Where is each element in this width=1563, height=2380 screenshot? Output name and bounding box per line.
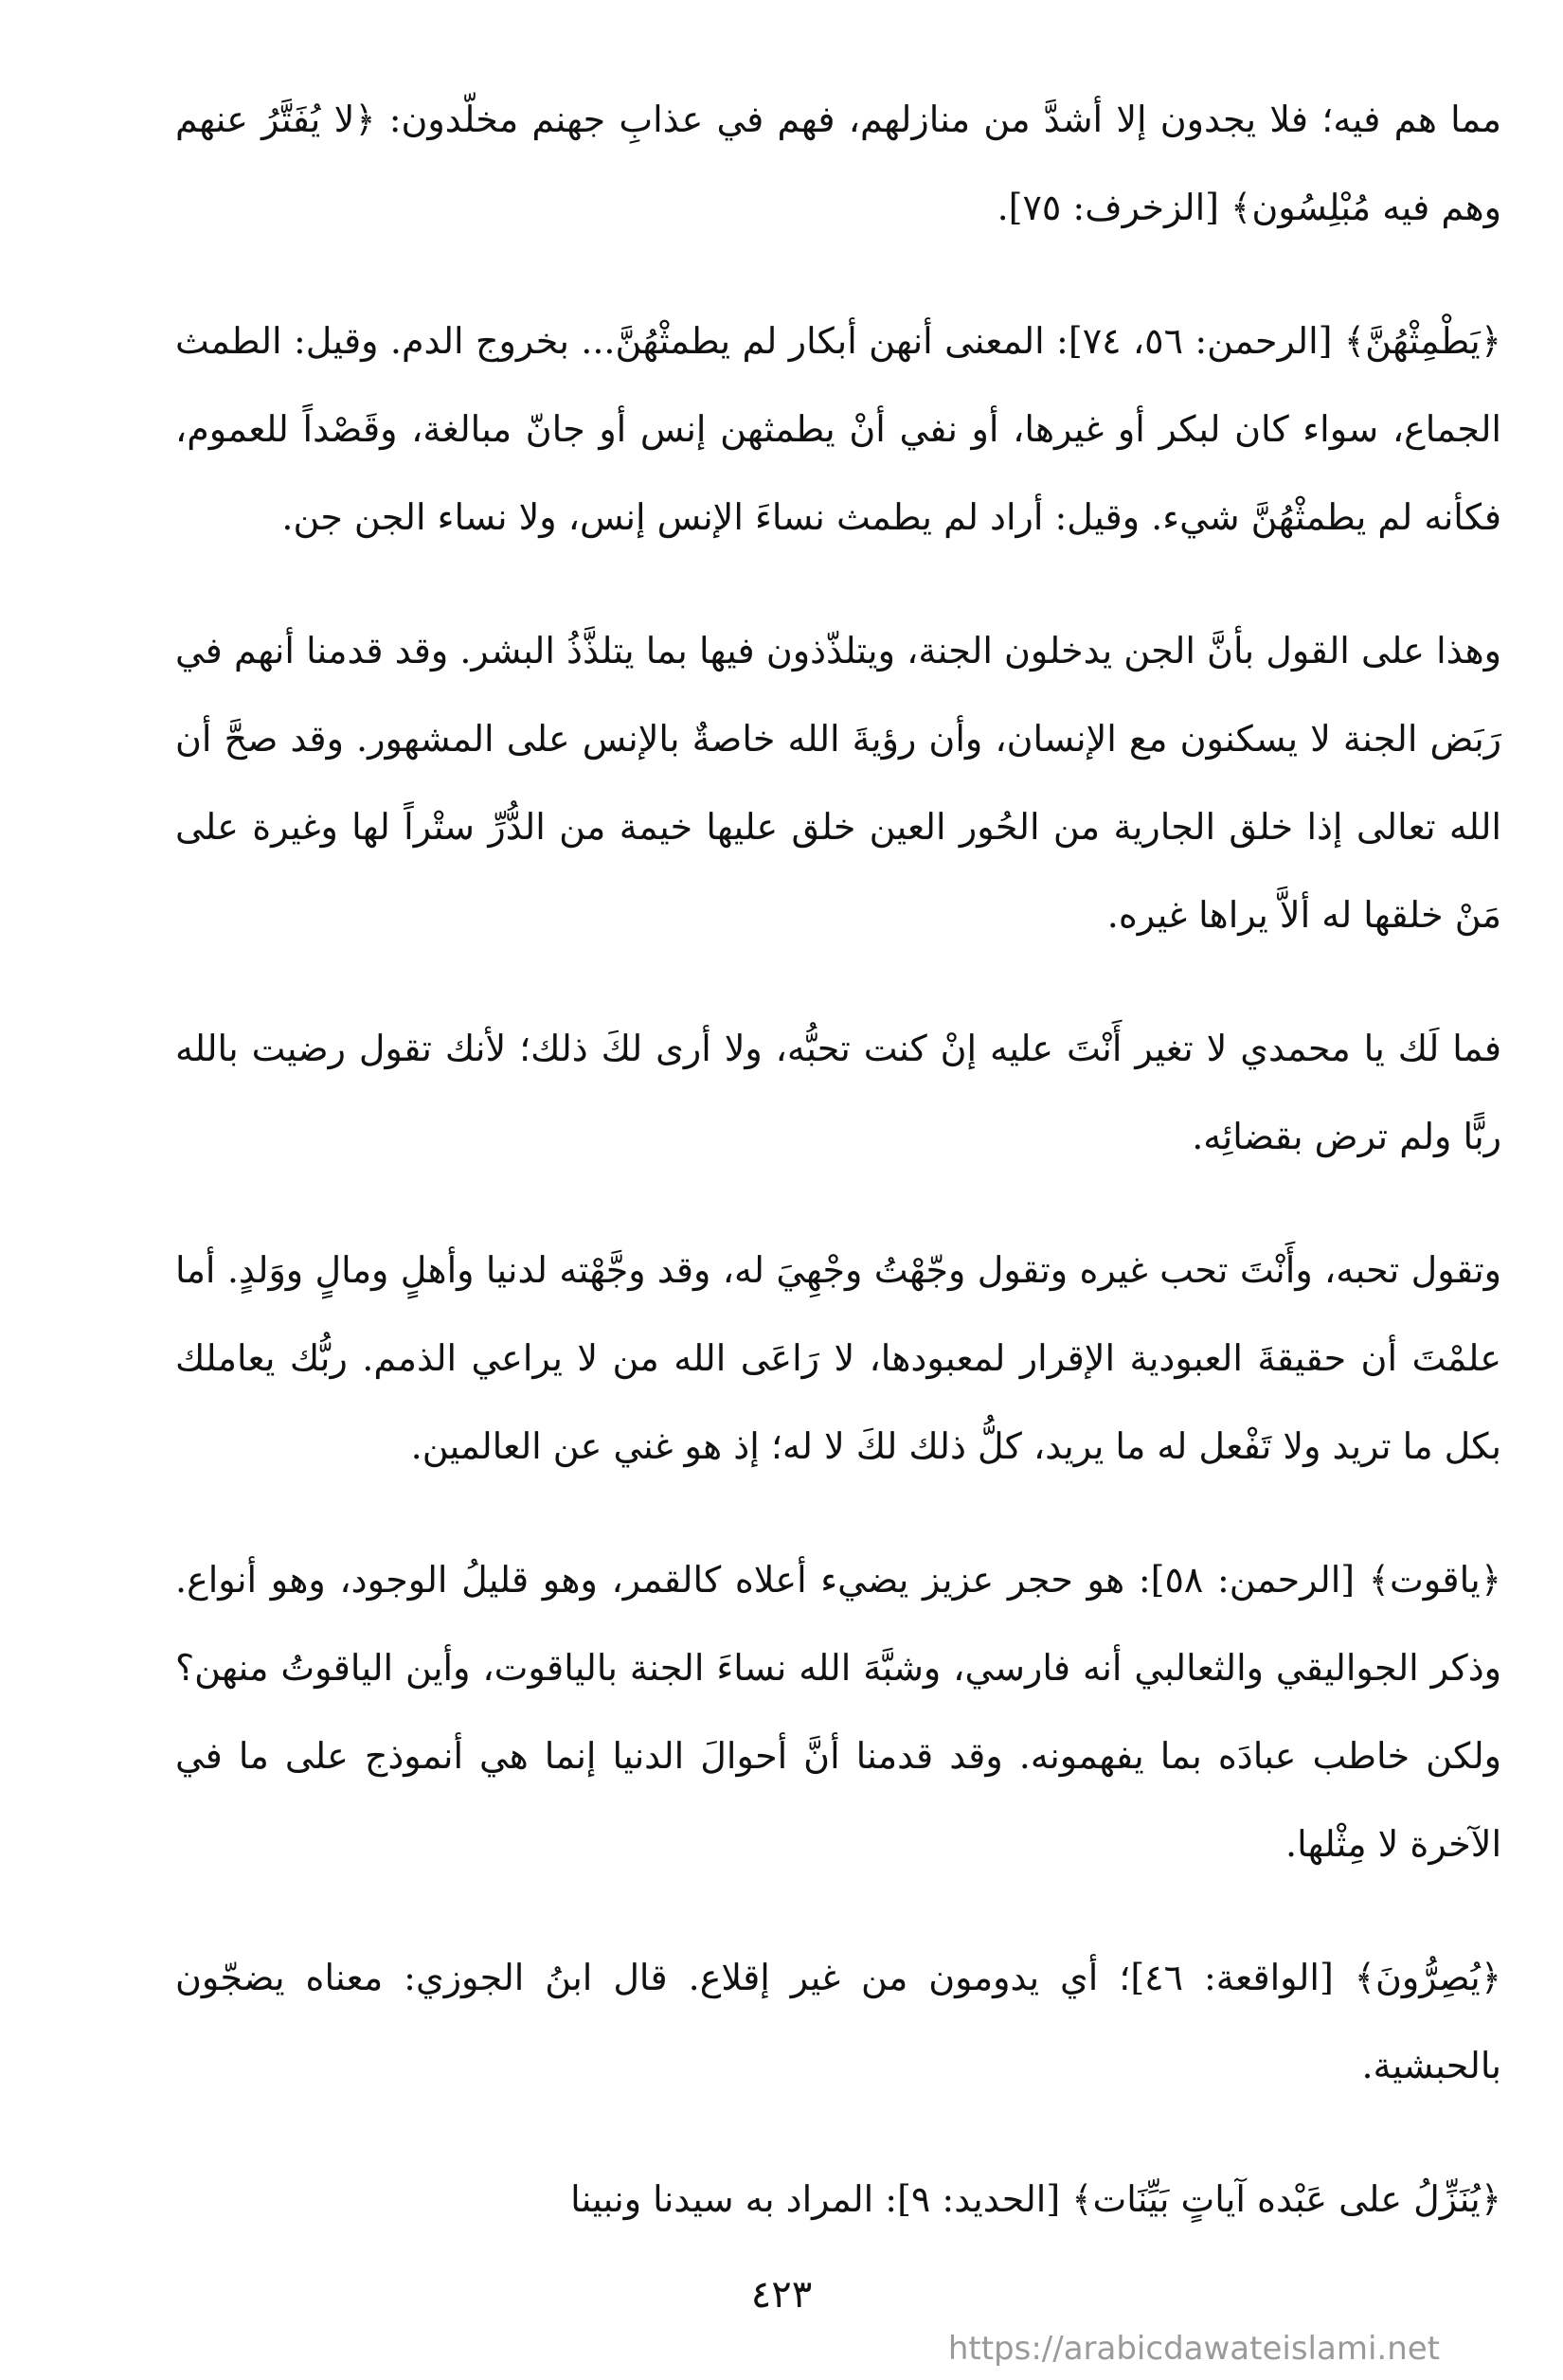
paragraph-6: ﴿ياقوت﴾ [الرحمن: ٥٨]: هو حجر عزيز يضيء أعلاه كالقمر، وهو قليلُ الوجود، وهو أنواع. وذكر الجواليقي والثعالبي أنه فارسي، وشبَّهَ الله نساءَ الجنة بالياقوت، وأين الياقوتُ منهن؟ ولكن خاطب عبادَه بما يفهمونه. وقد قدمنا أنَّ أحوالَ الدنيا إنما هي أنموذج على ما في الآخرة لا مِثْلها. <box>175 1559 1502 1865</box>
paragraph-2: ﴿يَطْمِثْهُنَّ﴾ [الرحمن: ٥٦، ٧٤]: المعنى أنهن أبكار لم يطمثْهُنَّ... بخروج الدم. وقيل: الطمث الجماع، سواء كان لبكر أو غيرها، أو نفي أنْ يطمثهن إنس أو جانّ مبالغة، وقَصْداً للعموم، فكأنه لم يطمثْهُنَّ شيء. وقيل: أراد لم يطمث نساءَ الإنس إنس، ولا نساء الجن جن. <box>175 320 1501 538</box>
paragraph-7: ﴿يُصِرُّونَ﴾ [الواقعة: ٤٦]؛ أي يدومون من غير إقلاع. قال ابنُ الجوزي: معناه يضجّون بالحبشية. <box>175 1957 1502 2086</box>
paragraph-1: مما هم فيه؛ فلا يجدون إلا أشدَّ من منازلهم، فهم في عذابِ جهنم مخلّدون: ﴿لا يُفَتَّرُ عنهم وهم فيه مُبْلِسُون﴾ [الزخرف: ٧٥]. <box>175 98 1501 228</box>
page-number: ٤٢٣ <box>750 2273 813 2317</box>
paragraph-5: وتقول تحبه، وأَنْتَ تحب غيره وتقول وجّهْتُ وجْهِيَ له، وقد وجَّهْته لدنيا وأهلٍ ومالٍ ووَلدٍ. أما علمْتَ أن حقيقةَ العبودية الإقرار لمعبودها، لا رَاعَى الله من لا يراعي الذمم. ربُّك يعاملك بكل ما تريد ولا تَفْعل له ما يريد، كلُّ ذلك لكَ لا له؛ إذ هو غني عن العالمين. <box>175 1249 1501 1467</box>
text-body <box>175 76 1501 2289</box>
paragraph-4: فما لَك يا محمدي لا تغير أَنْتَ عليه إنْ كنت تحبُّه، ولا أرى لكَ ذلك؛ لأنك تقول رضيت بالله ربًّا ولم ترض بقضائِه. <box>175 1028 1501 1157</box>
watermark-url: https://arabicdawateislami.net <box>947 2330 1440 2368</box>
paragraph-3: وهذا على القول بأنَّ الجن يدخلون الجنة، ويتلذّذون فيها بما يتلذَّذُ البشر. وقد قدمنا أنهم في رَبَض الجنة لا يسكنون مع الإنسان، وأن رؤيةَ الله خاصةٌ بالإنس على المشهور. وقد صحَّ أن الله تعالى إذا خلق الجارية من الحُور العين خلق عليها خيمة من الدُّرِّ ستْراً لها وغيرة على مَنْ خلقها له ألاَّ يراها غيره. <box>175 630 1501 936</box>
paragraph-8: ﴿يُنَزِّلُ على عَبْده آياتٍ بَيِّنَات﴾ [الحديد: ٩]: المراد به سيدنا ونبينا <box>570 2178 1501 2220</box>
